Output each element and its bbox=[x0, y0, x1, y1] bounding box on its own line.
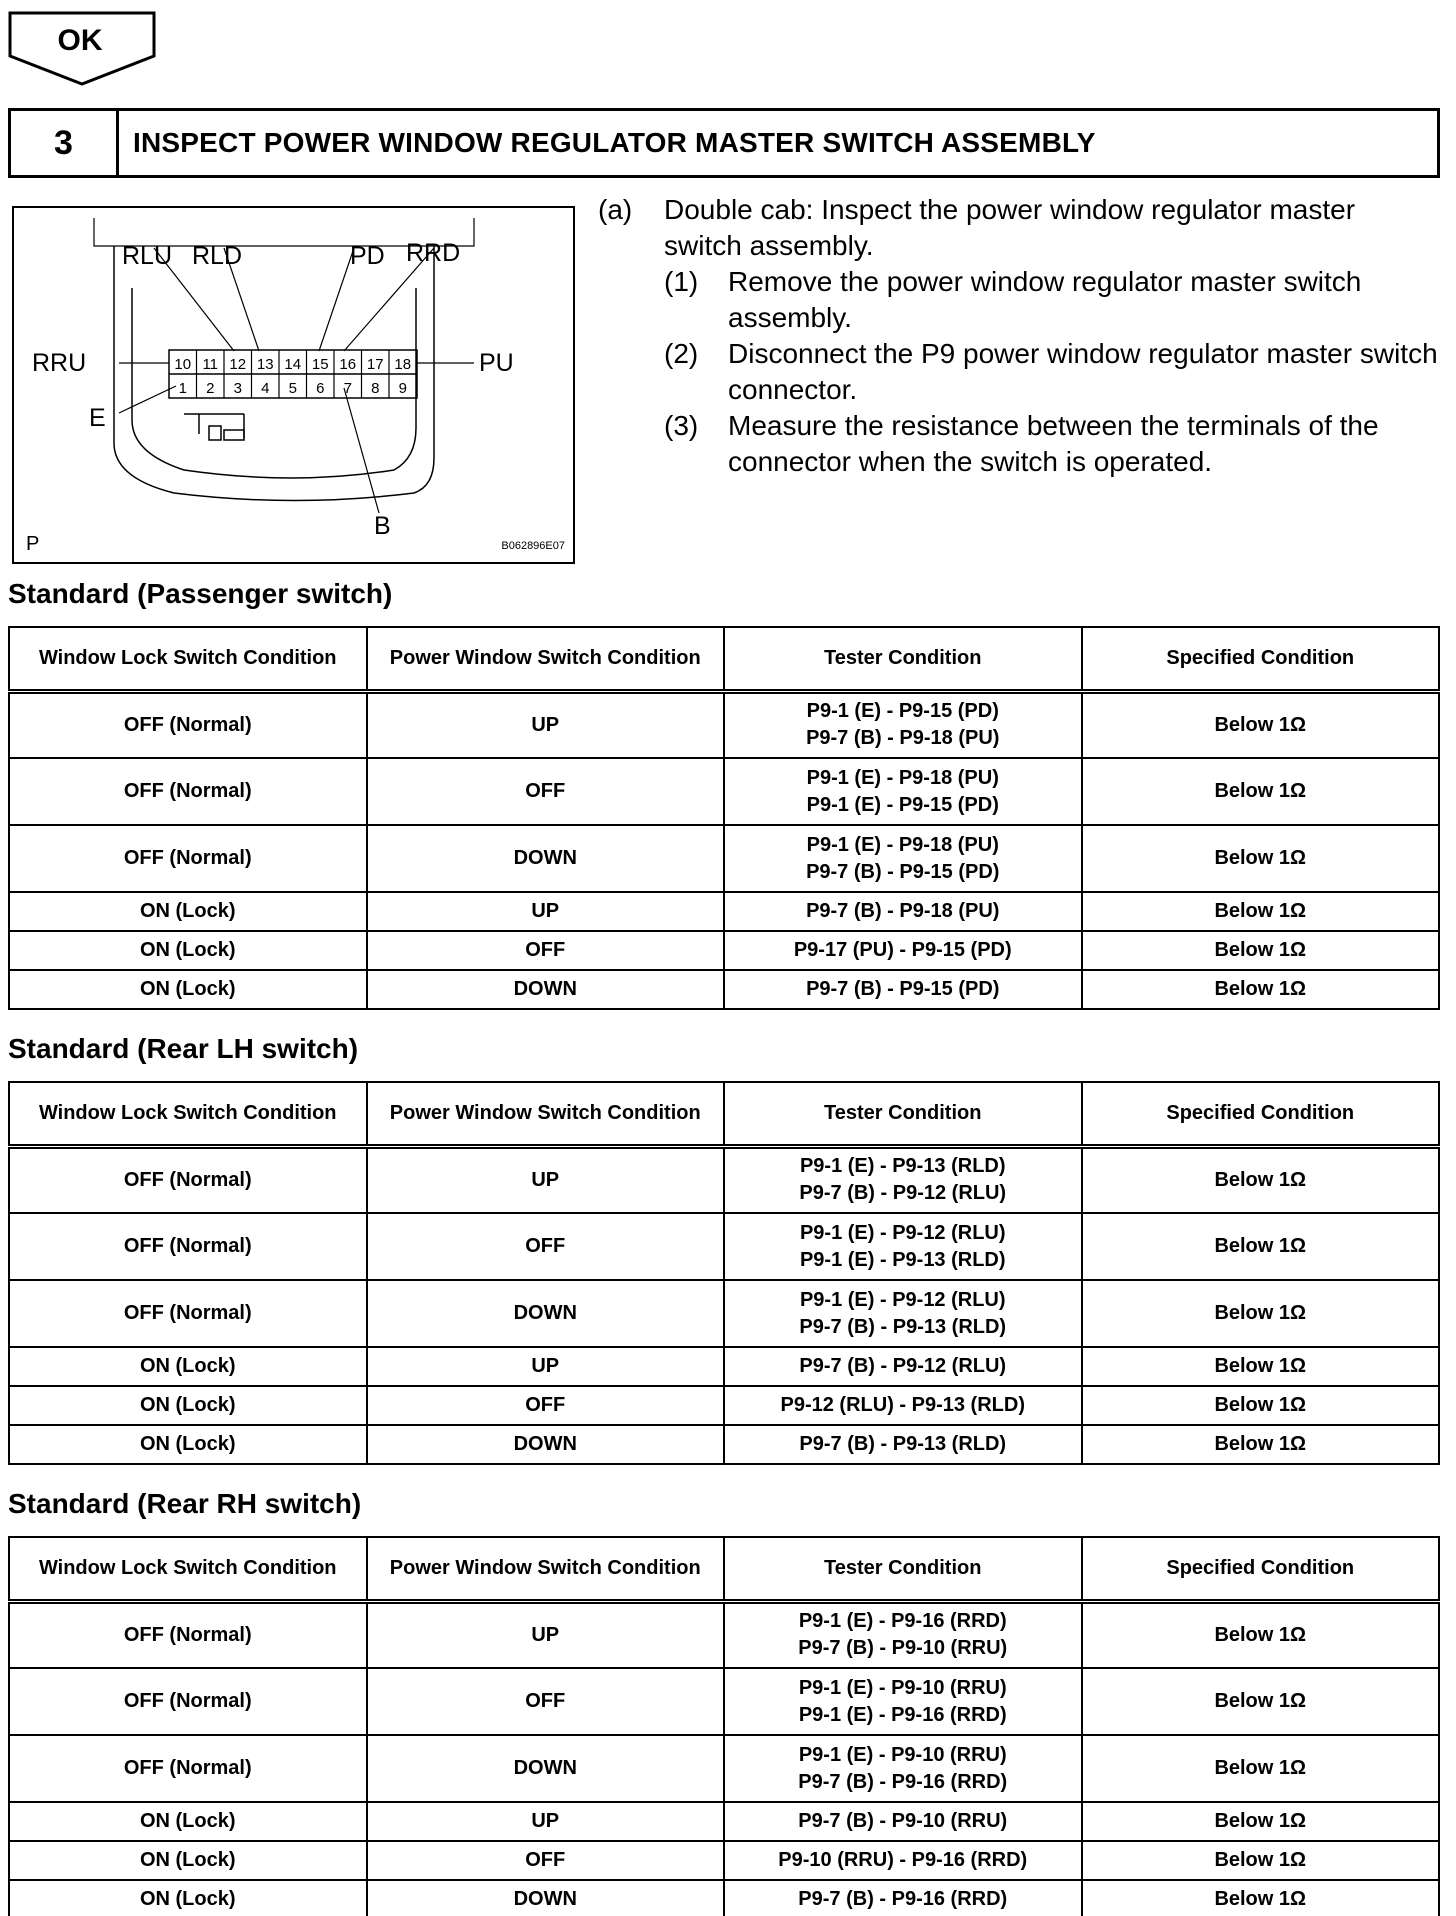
specified-condition-cell: Below 1Ω bbox=[1082, 1280, 1440, 1347]
instruction-marker: (2) bbox=[664, 338, 699, 369]
tester-line: P9-1 (E) - P9-16 (RRD) bbox=[798, 1610, 1007, 1633]
window-switch-cell: OFF bbox=[367, 1841, 725, 1880]
lock-condition-cell: OFF (Normal) bbox=[9, 825, 367, 892]
tester-line: P9-1 (E) - P9-18 (PU) bbox=[806, 833, 999, 856]
lock-condition-cell: OFF (Normal) bbox=[9, 1601, 367, 1668]
tester-line: P9-1 (E) - P9-13 (RLD) bbox=[799, 1248, 1006, 1271]
label-pd: PD bbox=[350, 242, 385, 270]
instruction-1 bbox=[598, 264, 1440, 336]
tester-line: P9-7 (B) - P9-12 (RLU) bbox=[799, 1182, 1007, 1205]
column-header: Tester Condition bbox=[724, 627, 1082, 691]
table-row bbox=[9, 1802, 1439, 1841]
specified-condition-cell: Below 1Ω bbox=[1082, 758, 1440, 825]
window-switch-cell: UP bbox=[367, 691, 725, 758]
tester-condition-cell bbox=[724, 1213, 1082, 1280]
tester-line: P9-7 (B) - P9-15 (PD) bbox=[806, 978, 1000, 1000]
tester-line: P9-7 (B) - P9-10 (RRU) bbox=[798, 1637, 1008, 1660]
tester-line: P9-1 (E) - P9-13 (RLD) bbox=[799, 1155, 1006, 1178]
figure-corner-label: P bbox=[26, 533, 40, 555]
lock-condition-cell: ON (Lock) bbox=[9, 970, 367, 1009]
table-row bbox=[9, 931, 1439, 970]
pin-number: 4 bbox=[261, 380, 270, 397]
window-switch-cell: OFF bbox=[367, 1386, 725, 1425]
pin-number: 16 bbox=[339, 356, 357, 373]
window-switch-cell: UP bbox=[367, 1601, 725, 1668]
tester-line: P9-7 (B) - P9-16 (RRD) bbox=[798, 1888, 1008, 1910]
spec-table bbox=[8, 1536, 1440, 1916]
ok-label: OK bbox=[57, 24, 103, 57]
window-switch-cell: UP bbox=[367, 1347, 725, 1386]
window-switch-cell: UP bbox=[367, 1802, 725, 1841]
pin-number: 12 bbox=[229, 356, 247, 373]
specified-condition-cell: Below 1Ω bbox=[1082, 1735, 1440, 1802]
column-header: Tester Condition bbox=[724, 1082, 1082, 1146]
specified-condition-cell: Below 1Ω bbox=[1082, 970, 1440, 1009]
instruction-2 bbox=[598, 336, 1440, 408]
connector-drawing bbox=[14, 208, 577, 566]
specified-condition-cell: Below 1Ω bbox=[1082, 691, 1440, 758]
spec-table bbox=[8, 1081, 1440, 1465]
step-title: INSPECT POWER WINDOW REGULATOR MASTER SWITCH ASSEMBLY bbox=[133, 127, 1096, 158]
pin-number: 14 bbox=[284, 356, 302, 373]
lock-condition-cell: ON (Lock) bbox=[9, 892, 367, 931]
table-row bbox=[9, 758, 1439, 825]
tester-condition-cell bbox=[724, 1601, 1082, 1668]
column-header: Tester Condition bbox=[724, 1537, 1082, 1601]
pin-number: 13 bbox=[256, 356, 274, 373]
tester-line: P9-1 (E) - P9-10 (RRU) bbox=[798, 1743, 1007, 1766]
instruction-text: Remove the power window regulator master switch assembly. bbox=[728, 266, 1362, 333]
tester-line: P9-7 (B) - P9-10 (RRU) bbox=[798, 1810, 1008, 1832]
step-header bbox=[8, 108, 1440, 178]
tester-line: P9-7 (B) - P9-15 (PD) bbox=[806, 860, 1000, 883]
instruction-text: Disconnect the P9 power window regulator master switch connector. bbox=[728, 338, 1438, 405]
table-row bbox=[9, 892, 1439, 931]
instruction-marker: (1) bbox=[664, 266, 699, 297]
specified-condition-cell: Below 1Ω bbox=[1082, 1601, 1440, 1668]
pin-number: 11 bbox=[202, 356, 219, 373]
tester-line: P9-7 (B) - P9-16 (RRD) bbox=[798, 1770, 1008, 1793]
column-header: Window Lock Switch Condition bbox=[9, 1537, 367, 1601]
column-header: Specified Condition bbox=[1082, 1537, 1440, 1601]
column-header: Specified Condition bbox=[1082, 627, 1440, 691]
pin-number: 17 bbox=[366, 356, 384, 373]
step-number: 3 bbox=[11, 111, 119, 175]
specified-condition-cell: Below 1Ω bbox=[1082, 931, 1440, 970]
column-header: Specified Condition bbox=[1082, 1082, 1440, 1146]
lock-condition-cell: OFF (Normal) bbox=[9, 1146, 367, 1213]
tester-line: P9-7 (B) - P9-13 (RLD) bbox=[799, 1315, 1007, 1338]
tester-condition-cell bbox=[724, 1146, 1082, 1213]
window-switch-cell: UP bbox=[367, 1146, 725, 1213]
label-pu: PU bbox=[479, 349, 514, 377]
specified-condition-cell: Below 1Ω bbox=[1082, 892, 1440, 931]
lock-condition-cell: OFF (Normal) bbox=[9, 1668, 367, 1735]
tester-condition-cell bbox=[724, 691, 1082, 758]
lock-condition-cell: ON (Lock) bbox=[9, 1425, 367, 1464]
connector-diagram bbox=[12, 206, 575, 564]
tester-line: P9-1 (E) - P9-16 (RRD) bbox=[798, 1703, 1007, 1726]
window-switch-cell: UP bbox=[367, 892, 725, 931]
lock-condition-cell: ON (Lock) bbox=[9, 1841, 367, 1880]
table-row bbox=[9, 1347, 1439, 1386]
tester-line: P9-17 (PU) - P9-15 (PD) bbox=[793, 939, 1012, 961]
specified-condition-cell: Below 1Ω bbox=[1082, 1425, 1440, 1464]
ok-indicator bbox=[8, 10, 156, 88]
table-row bbox=[9, 1213, 1439, 1280]
lock-condition-cell: ON (Lock) bbox=[9, 1880, 367, 1916]
lock-condition-cell: ON (Lock) bbox=[9, 931, 367, 970]
pin-number: 8 bbox=[371, 380, 380, 397]
label-b: B bbox=[374, 512, 391, 540]
table-title: Standard (Passenger switch) bbox=[8, 578, 393, 609]
tester-condition-cell bbox=[724, 970, 1082, 1009]
tester-line: P9-7 (B) - P9-18 (PU) bbox=[806, 900, 1000, 922]
tester-line: P9-1 (E) - P9-12 (RLU) bbox=[799, 1221, 1006, 1244]
table-row bbox=[9, 1601, 1439, 1668]
window-switch-cell: OFF bbox=[367, 1668, 725, 1735]
column-header: Power Window Switch Condition bbox=[367, 1082, 725, 1146]
tester-line: P9-1 (E) - P9-12 (RLU) bbox=[799, 1288, 1006, 1311]
lock-condition-cell: ON (Lock) bbox=[9, 1802, 367, 1841]
specified-condition-cell: Below 1Ω bbox=[1082, 1841, 1440, 1880]
pin-number: 3 bbox=[233, 380, 242, 397]
table-title: Standard (Rear LH switch) bbox=[8, 1033, 359, 1064]
pin-number: 18 bbox=[394, 356, 412, 373]
column-header: Window Lock Switch Condition bbox=[9, 1082, 367, 1146]
window-switch-cell: DOWN bbox=[367, 1280, 725, 1347]
pin-number: 10 bbox=[174, 356, 192, 373]
table-row bbox=[9, 1146, 1439, 1213]
specified-condition-cell: Below 1Ω bbox=[1082, 1213, 1440, 1280]
tester-line: P9-10 (RRU) - P9-16 (RRD) bbox=[778, 1849, 1028, 1871]
instruction-marker: (3) bbox=[664, 410, 699, 441]
lock-condition-cell: OFF (Normal) bbox=[9, 758, 367, 825]
specified-condition-cell: Below 1Ω bbox=[1082, 825, 1440, 892]
table-row bbox=[9, 1425, 1439, 1464]
window-switch-cell: OFF bbox=[367, 931, 725, 970]
instruction-text: Measure the resistance between the terminals of the connector when the switch is operated. bbox=[728, 410, 1379, 477]
table-row bbox=[9, 691, 1439, 758]
table-row bbox=[9, 970, 1439, 1009]
label-rlu: RLU bbox=[122, 242, 173, 270]
instructions bbox=[598, 192, 1440, 480]
tester-line: P9-7 (B) - P9-18 (PU) bbox=[806, 727, 1000, 750]
tester-condition-cell bbox=[724, 892, 1082, 931]
instruction-marker: (a) bbox=[598, 194, 633, 225]
lock-condition-cell: OFF (Normal) bbox=[9, 1280, 367, 1347]
label-rrd: RRD bbox=[406, 239, 461, 267]
specified-condition-cell: Below 1Ω bbox=[1082, 1146, 1440, 1213]
tester-line: P9-1 (E) - P9-15 (PD) bbox=[806, 793, 999, 816]
specified-condition-cell: Below 1Ω bbox=[1082, 1880, 1440, 1916]
tester-condition-cell bbox=[724, 1841, 1082, 1880]
label-rld: RLD bbox=[192, 242, 243, 270]
tester-condition-cell bbox=[724, 1425, 1082, 1464]
pin-number: 1 bbox=[178, 380, 187, 397]
tester-condition-cell bbox=[724, 1347, 1082, 1386]
tester-line: P9-1 (E) - P9-18 (PU) bbox=[806, 766, 999, 789]
tester-condition-cell bbox=[724, 1280, 1082, 1347]
instruction-3 bbox=[598, 408, 1440, 480]
pin-number: 5 bbox=[288, 380, 297, 397]
tester-condition-cell bbox=[724, 1668, 1082, 1735]
lock-condition-cell: OFF (Normal) bbox=[9, 1213, 367, 1280]
tester-line: P9-12 (RLU) - P9-13 (RLD) bbox=[780, 1394, 1025, 1416]
table-row bbox=[9, 1280, 1439, 1347]
lock-condition-cell: OFF (Normal) bbox=[9, 1735, 367, 1802]
lock-condition-cell: ON (Lock) bbox=[9, 1347, 367, 1386]
tester-condition-cell bbox=[724, 1880, 1082, 1916]
column-header: Window Lock Switch Condition bbox=[9, 627, 367, 691]
table-row bbox=[9, 825, 1439, 892]
specified-condition-cell: Below 1Ω bbox=[1082, 1668, 1440, 1735]
pin-number: 15 bbox=[311, 356, 329, 373]
tester-condition-cell bbox=[724, 825, 1082, 892]
lock-condition-cell: ON (Lock) bbox=[9, 1386, 367, 1425]
table-row bbox=[9, 1880, 1439, 1916]
table-row bbox=[9, 1735, 1439, 1802]
window-switch-cell: DOWN bbox=[367, 825, 725, 892]
lock-condition-cell: OFF (Normal) bbox=[9, 691, 367, 758]
label-rru: RRU bbox=[32, 349, 87, 377]
specified-condition-cell: Below 1Ω bbox=[1082, 1802, 1440, 1841]
window-switch-cell: OFF bbox=[367, 1213, 725, 1280]
window-switch-cell: DOWN bbox=[367, 1735, 725, 1802]
column-header: Power Window Switch Condition bbox=[367, 1537, 725, 1601]
instruction-a bbox=[598, 192, 1440, 264]
tester-condition-cell bbox=[724, 931, 1082, 970]
column-header: Power Window Switch Condition bbox=[367, 627, 725, 691]
tester-line: P9-1 (E) - P9-15 (PD) bbox=[806, 700, 999, 723]
tester-line: P9-1 (E) - P9-10 (RRU) bbox=[798, 1676, 1007, 1699]
window-switch-cell: OFF bbox=[367, 758, 725, 825]
table-row bbox=[9, 1386, 1439, 1425]
tester-condition-cell bbox=[724, 1735, 1082, 1802]
specified-condition-cell: Below 1Ω bbox=[1082, 1347, 1440, 1386]
label-e: E bbox=[89, 404, 106, 432]
pin-number: 6 bbox=[316, 380, 325, 397]
instruction-text: Double cab: Inspect the power window regulator master switch assembly. bbox=[664, 194, 1356, 261]
specified-condition-cell: Below 1Ω bbox=[1082, 1386, 1440, 1425]
tester-condition-cell bbox=[724, 758, 1082, 825]
table-row bbox=[9, 1841, 1439, 1880]
tester-line: P9-7 (B) - P9-13 (RLD) bbox=[799, 1433, 1007, 1455]
window-switch-cell: DOWN bbox=[367, 1880, 725, 1916]
pin-number: 9 bbox=[398, 380, 407, 397]
table-title: Standard (Rear RH switch) bbox=[8, 1488, 362, 1519]
window-switch-cell: DOWN bbox=[367, 970, 725, 1009]
pin-number: 2 bbox=[206, 380, 215, 397]
tester-line: P9-7 (B) - P9-12 (RLU) bbox=[799, 1355, 1007, 1377]
tester-condition-cell bbox=[724, 1386, 1082, 1425]
pin-number: 7 bbox=[343, 380, 352, 397]
table-row bbox=[9, 1668, 1439, 1735]
window-switch-cell: DOWN bbox=[367, 1425, 725, 1464]
tester-condition-cell bbox=[724, 1802, 1082, 1841]
figure-code: B062896E07 bbox=[501, 540, 565, 552]
spec-table bbox=[8, 626, 1440, 1010]
